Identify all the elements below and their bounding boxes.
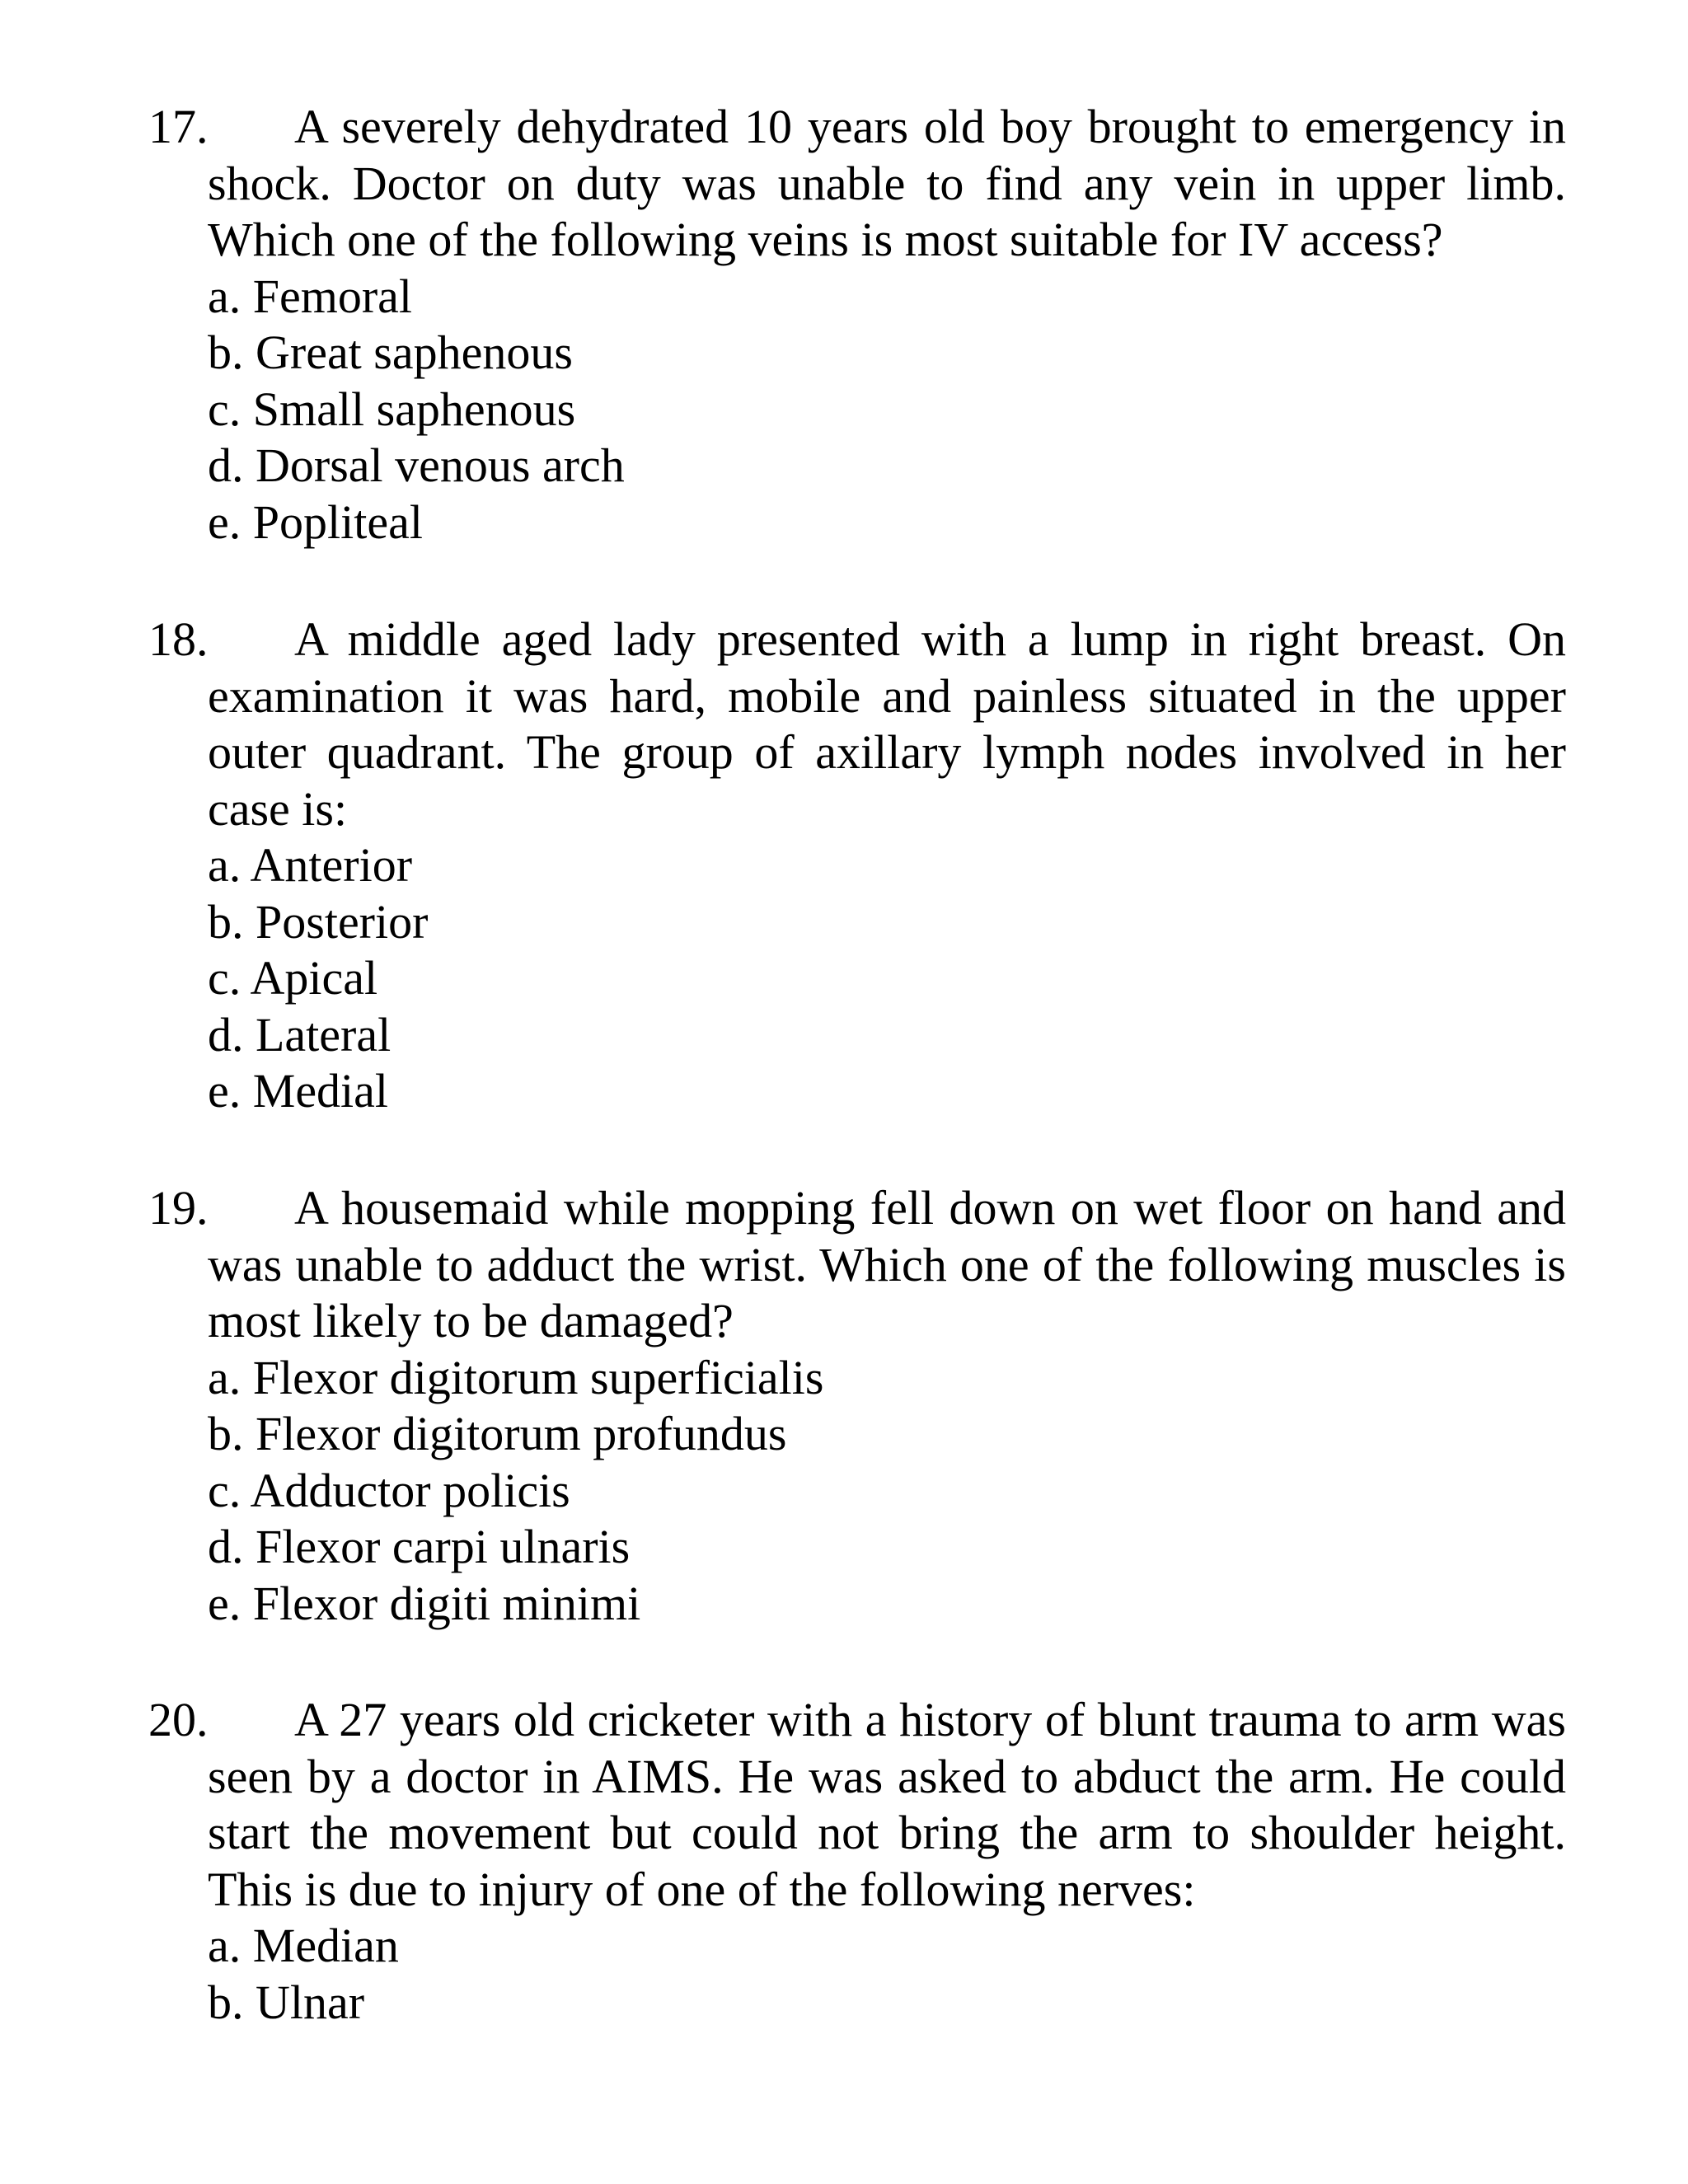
option-list: [148, 837, 1566, 1120]
option-b: b. Posterior: [208, 894, 429, 949]
option-e: e. Popliteal: [208, 494, 423, 549]
option-d: d. Dorsal venous arch: [208, 438, 625, 492]
option-a: a. Femoral: [208, 269, 413, 323]
option-a: a. Flexor digitorum superficialis: [208, 1350, 824, 1404]
option-list: [148, 1350, 1566, 1633]
question-text: A housemaid while mopping fell down on wet floor on hand and was unable to adduct the wrist. Which one of the following muscles is most likely to be damaged?: [208, 1181, 1566, 1347]
option-b: b. Great saphenous: [208, 326, 573, 379]
question-text: A severely dehydrated 10 years old boy brought to emergency in shock. Doctor on duty was unable to find any vein in upper limb. Which one of the following veins is most suitable for IV access?: [208, 100, 1566, 266]
option-c: c. Small saphenous: [208, 382, 576, 436]
question-17: [148, 99, 1566, 551]
option-e: e. Medial: [208, 1064, 389, 1118]
question-text: A middle aged lady presented with a lump in right breast. On examination it was hard, mobile and painless situated in the upper outer quadrant. The group of axillary lymph nodes involved in her case is:: [208, 612, 1566, 836]
option-e: e. Flexor digiti minimi: [208, 1576, 641, 1630]
option-a: a. Median: [208, 1919, 399, 1972]
question-text: A 27 years old cricketer with a history of blunt trauma to arm was seen by a doctor in AIMS. He was asked to abduct the arm. He could start the movement but could not bring the arm to shoulder height. This is due to injury of one of the following nerves:: [208, 1693, 1566, 1916]
question-20: [148, 1692, 1566, 2031]
option-b: b. Ulnar: [208, 1975, 365, 2029]
question-18: [148, 612, 1566, 1120]
option-c: c. Adductor policis: [208, 1463, 570, 1517]
question-stem: [148, 612, 1566, 837]
option-list: [148, 269, 1566, 551]
question-stem: [148, 1180, 1566, 1350]
option-d: d. Lateral: [208, 1007, 392, 1062]
option-c: c. Apical: [208, 951, 378, 1005]
question-number: 20.: [148, 1693, 209, 1746]
option-list: [148, 1918, 1566, 2031]
question-number: 17.: [148, 100, 209, 153]
option-b: b. Flexor digitorum profundus: [208, 1407, 787, 1460]
question-19: [148, 1180, 1566, 1632]
question-stem: [148, 1692, 1566, 1918]
question-number: 18.: [148, 612, 209, 666]
option-d: d. Flexor carpi ulnaris: [208, 1520, 631, 1573]
question-number: 19.: [148, 1181, 209, 1235]
question-stem: [148, 99, 1566, 269]
option-a: a. Anterior: [208, 838, 413, 892]
